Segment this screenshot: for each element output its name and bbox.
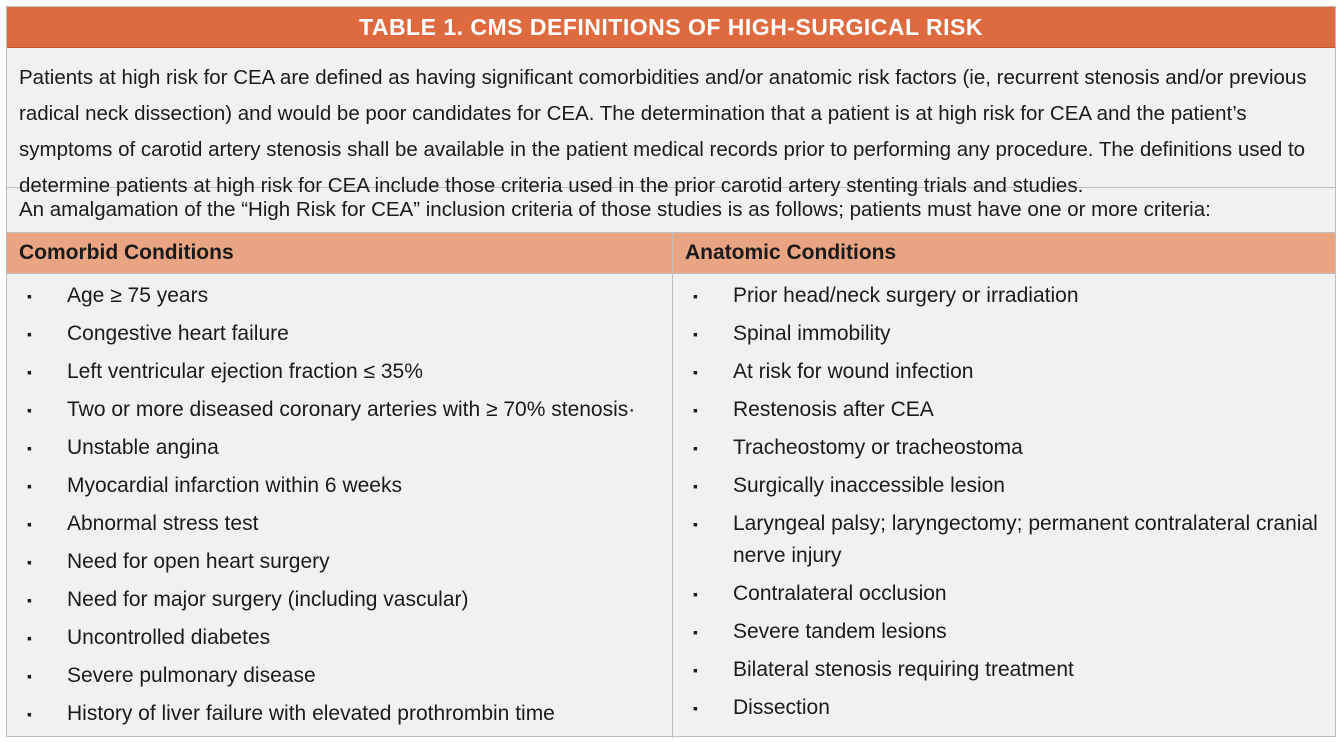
bullet-icon: ▪ bbox=[27, 554, 32, 570]
list-item bbox=[7, 356, 672, 388]
list-item bbox=[673, 692, 1335, 724]
bullet-icon: ▪ bbox=[27, 402, 32, 418]
bullet-icon: ▪ bbox=[27, 326, 32, 342]
bullet-icon: ▪ bbox=[27, 592, 32, 608]
list-item-text: Surgically inaccessible lesion bbox=[733, 474, 1005, 497]
bullet-icon: ▪ bbox=[693, 516, 698, 532]
list-item bbox=[7, 660, 672, 692]
bullet-icon: ▪ bbox=[693, 700, 698, 716]
column-headers bbox=[7, 233, 1335, 274]
list-item-text: Left ventricular ejection fraction ≤ 35% bbox=[67, 360, 423, 383]
list-item-text: Age ≥ 75 years bbox=[67, 284, 209, 307]
list-item-text: Contralateral occlusion bbox=[733, 582, 947, 605]
columns-body bbox=[7, 274, 1335, 738]
list-item-text: Unstable angina bbox=[67, 436, 219, 459]
list-item bbox=[673, 508, 1335, 572]
list-item-text: Restenosis after CEA bbox=[733, 398, 934, 421]
bullet-icon: ▪ bbox=[693, 288, 698, 304]
cms-table bbox=[6, 6, 1336, 737]
anatomic-column bbox=[673, 274, 1335, 738]
list-item-text: Severe tandem lesions bbox=[733, 620, 947, 643]
bullet-icon: ▪ bbox=[27, 668, 32, 684]
bullet-icon: ▪ bbox=[693, 402, 698, 418]
list-item bbox=[673, 616, 1335, 648]
list-item-text: Uncontrolled diabetes bbox=[67, 626, 271, 649]
list-item bbox=[7, 432, 672, 464]
bullet-icon: ▪ bbox=[693, 586, 698, 602]
comorbid-header: Comorbid Conditions bbox=[7, 233, 673, 273]
bullet-icon: ▪ bbox=[27, 478, 32, 494]
bullet-icon: ▪ bbox=[27, 516, 32, 532]
list-item bbox=[673, 654, 1335, 686]
amalgamation-note: An amalgamation of the “High Risk for CEA” inclusion criteria of those studies is as follows; patients must have one or more criteria: bbox=[7, 188, 1335, 233]
bullet-icon: ▪ bbox=[693, 478, 698, 494]
list-item bbox=[7, 318, 672, 350]
list-item bbox=[673, 318, 1335, 350]
list-item bbox=[673, 470, 1335, 502]
bullet-icon: ▪ bbox=[693, 326, 698, 342]
list-item-text: Prior head/neck surgery or irradiation bbox=[733, 284, 1079, 307]
list-item bbox=[7, 546, 672, 578]
list-item bbox=[7, 470, 672, 502]
list-item bbox=[7, 584, 672, 616]
list-item-text: Two or more diseased coronary arteries with ≥ 70% stenosis· bbox=[67, 398, 636, 421]
list-item-text: Abnormal stress test bbox=[67, 512, 259, 535]
list-item bbox=[7, 622, 672, 654]
list-item-text: Myocardial infarction within 6 weeks bbox=[67, 474, 402, 497]
list-item-text: Congestive heart failure bbox=[67, 322, 289, 345]
list-item-text: Need for major surgery (including vascular) bbox=[67, 588, 469, 611]
bullet-icon: ▪ bbox=[27, 630, 32, 646]
list-item bbox=[673, 394, 1335, 426]
list-item bbox=[7, 508, 672, 540]
list-item bbox=[7, 394, 672, 426]
bullet-icon: ▪ bbox=[693, 440, 698, 456]
list-item bbox=[673, 356, 1335, 388]
list-item-text: Need for open heart surgery bbox=[67, 550, 330, 573]
list-item-text: Severe pulmonary disease bbox=[67, 664, 316, 687]
list-item-text: Dissection bbox=[733, 696, 830, 719]
table-title: TABLE 1. CMS DEFINITIONS OF HIGH-SURGICAL RISK bbox=[7, 7, 1335, 48]
list-item bbox=[7, 698, 672, 730]
bullet-icon: ▪ bbox=[27, 364, 32, 380]
list-item-text: Tracheostomy or tracheostoma bbox=[733, 436, 1023, 459]
list-item bbox=[673, 432, 1335, 464]
list-item bbox=[673, 578, 1335, 610]
list-item-text: Laryngeal palsy; laryngectomy; permanent contralateral cranial nerve injury bbox=[733, 512, 1318, 567]
bullet-icon: ▪ bbox=[27, 706, 32, 722]
list-item-text: At risk for wound infection bbox=[733, 360, 974, 383]
anatomic-list bbox=[673, 280, 1335, 724]
comorbid-column bbox=[7, 274, 673, 738]
list-item bbox=[673, 280, 1335, 312]
intro-paragraph: Patients at high risk for CEA are defined as having significant comorbidities and/or anatomic risk factors (ie, recurrent stenosis and/or previous radical neck dissection) and would be poor candidates for CEA. The determination that a patient is at high risk for CEA and the patient’s symptoms of carotid artery stenosis shall be available in the patient medical records prior to performing any procedure. The definitions used to determine patients at high risk for CEA include those criteria used in the prior carotid artery stenting trials and studies. bbox=[7, 48, 1335, 188]
list-item-text: Spinal immobility bbox=[733, 322, 891, 345]
bullet-icon: ▪ bbox=[693, 662, 698, 678]
bullet-icon: ▪ bbox=[693, 624, 698, 640]
bullet-icon: ▪ bbox=[27, 440, 32, 456]
comorbid-list bbox=[7, 280, 672, 730]
list-item-text: History of liver failure with elevated prothrombin time bbox=[67, 702, 555, 725]
list-item bbox=[7, 280, 672, 312]
bullet-icon: ▪ bbox=[27, 288, 32, 304]
anatomic-header: Anatomic Conditions bbox=[685, 241, 897, 264]
list-item-text: Bilateral stenosis requiring treatment bbox=[733, 658, 1074, 681]
bullet-icon: ▪ bbox=[693, 364, 698, 380]
